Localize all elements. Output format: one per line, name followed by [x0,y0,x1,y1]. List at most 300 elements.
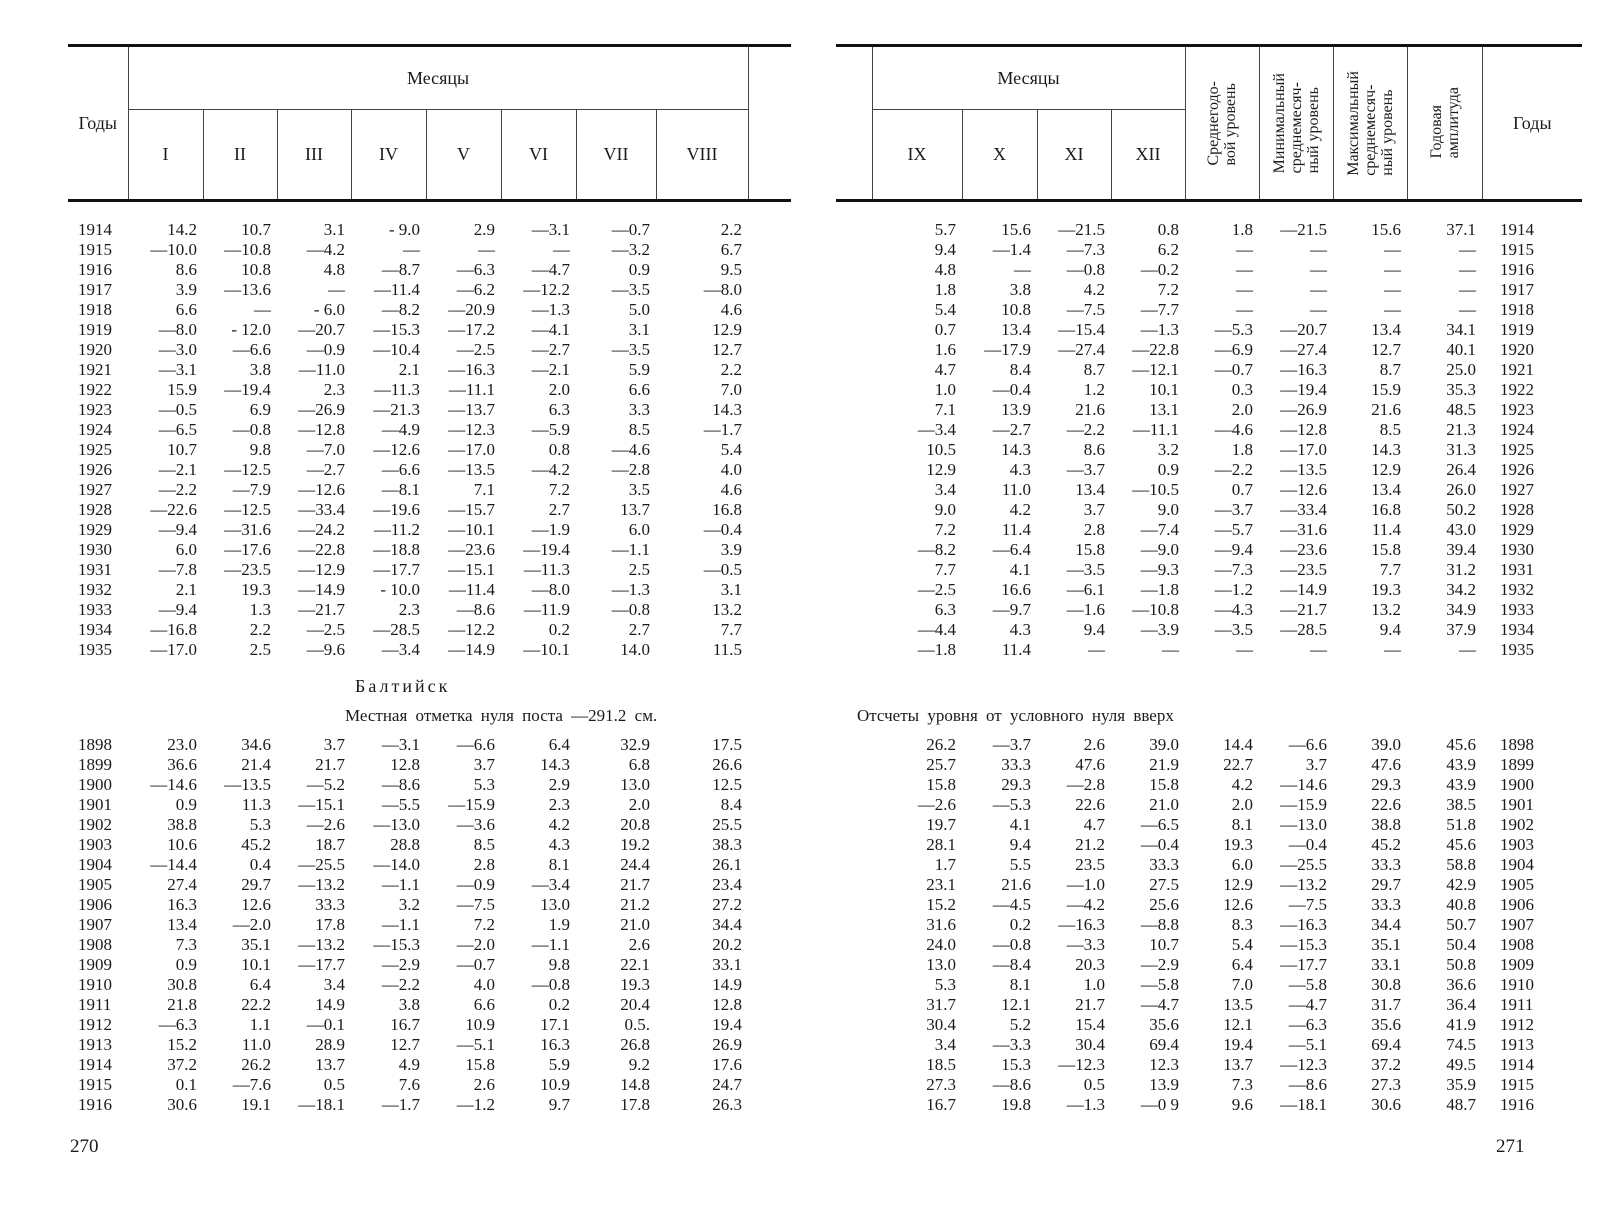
value-cell: —12.8 [298,420,345,439]
value-cell: 16.7 [926,1095,956,1114]
right-header-table [836,44,1582,202]
value-cell: —17.6 [224,540,271,559]
year-cell: 1916 [1500,260,1534,279]
value-cell: —7.3 [1214,560,1253,579]
value-cell: 35.9 [1446,1075,1476,1094]
value-cell: 6.7 [720,240,742,259]
value-cell: —1.2 [456,1095,495,1114]
value-cell: —3.4 [917,420,956,439]
table-row [68,875,748,895]
value-cell: —7.3 [1066,240,1105,259]
value-cell: 4.7 [934,360,956,379]
value-cell: 50.4 [1446,935,1476,954]
value-cell: —3.5 [611,340,650,359]
table-row [68,1015,748,1035]
value-cell: 34.6 [241,735,271,754]
value-cell: 13.4 [1075,480,1105,499]
value-cell: —11.1 [1132,420,1179,439]
value-cell: —1.9 [531,520,570,539]
value-cell: —16.3 [448,360,495,379]
year-cell: 1902 [78,815,112,834]
value-cell: —15.4 [1058,320,1105,339]
value-cell: 0.5 [323,1075,345,1094]
value-cell: 13.7 [1223,1055,1253,1074]
value-cell: —7.6 [232,1075,271,1094]
value-cell: 28.9 [315,1035,345,1054]
value-cell: —5.9 [531,420,570,439]
year-cell: 1915 [78,1075,112,1094]
value-cell: 5.2 [1009,1015,1031,1034]
value-cell: —2.0 [456,935,495,954]
value-cell: —8.8 [1140,915,1179,934]
table-row [836,815,1582,835]
value-cell: —10.5 [1132,480,1179,499]
value-cell: 1.3 [249,600,271,619]
value-cell: 47.6 [1075,755,1105,774]
value-cell: 38.5 [1446,795,1476,814]
value-cell: 7.6 [398,1075,420,1094]
value-cell: —4.2 [1066,895,1105,914]
value-cell: —14.6 [150,775,197,794]
value-cell: —6.3 [158,1015,197,1034]
value-cell: 22.1 [620,955,650,974]
value-cell: —0.4 [703,520,742,539]
value-cell: 6.4 [1231,955,1253,974]
value-cell: —2.8 [1066,775,1105,794]
value-cell: 10.1 [241,955,271,974]
value-cell: —13.5 [1280,460,1327,479]
value-cell: 7.2 [1157,280,1179,299]
value-cell: —13.0 [373,815,420,834]
value-cell: —14.9 [448,640,495,659]
value-cell: 48.7 [1446,1095,1476,1114]
year-cell: 1914 [78,220,112,239]
value-cell: 8.6 [175,260,197,279]
year-cell: 1909 [1500,955,1534,974]
year-cell: 1934 [1500,620,1534,639]
value-cell: —0.9 [456,875,495,894]
value-cell: —1.1 [381,875,420,894]
max-level-header: Максимальный среднемесяч- ный уровень [1333,46,1407,201]
value-cell: —22.8 [1132,340,1179,359]
value-cell: 13.2 [712,600,742,619]
value-cell: 14.3 [1371,440,1401,459]
value-cell: —27.4 [1058,340,1105,359]
value-cell: —0.4 [992,380,1031,399]
value-cell: —3.7 [1214,500,1253,519]
value-cell: 39.0 [1371,735,1401,754]
value-cell: — [1459,280,1476,299]
value-cell: 13.5 [1223,995,1253,1014]
value-cell: 28.1 [926,835,956,854]
value-cell: 25.7 [926,755,956,774]
value-cell: 4.3 [548,835,570,854]
value-cell: 13.7 [620,500,650,519]
value-cell: —8.0 [158,320,197,339]
value-cell: —6.9 [1214,340,1253,359]
value-cell: 6.6 [473,995,495,1014]
table-row [836,640,1582,660]
value-cell: 33.3 [315,895,345,914]
value-cell: —6.3 [456,260,495,279]
value-cell: —6.6 [456,735,495,754]
value-cell: 11.0 [241,1035,271,1054]
value-cell: — [1384,640,1401,659]
value-cell: 0.2 [548,995,570,1014]
value-cell: 42.9 [1446,875,1476,894]
value-cell: 3.8 [398,995,420,1014]
value-cell: 9.8 [249,440,271,459]
page-number-left: 270 [70,1136,99,1157]
value-cell: 10.8 [1001,300,1031,319]
value-cell: — [1310,260,1327,279]
value-cell: 4.9 [398,1055,420,1074]
value-cell: 45.6 [1446,735,1476,754]
value-cell: —27.4 [1280,340,1327,359]
table-row [836,520,1582,540]
value-cell: 14.3 [540,755,570,774]
value-cell: —8.6 [456,600,495,619]
value-cell: —15.3 [373,320,420,339]
month-header: X [962,110,1037,201]
value-cell: 4.6 [720,300,742,319]
value-cell: —7.7 [1140,300,1179,319]
table-row [836,540,1582,560]
value-cell: 2.0 [1231,795,1253,814]
value-cell: 2.6 [1083,735,1105,754]
value-cell: 19.3 [241,580,271,599]
value-cell: —3.4 [381,640,420,659]
table-row [836,995,1582,1015]
value-cell: 15.9 [1371,380,1401,399]
year-cell: 1899 [1500,755,1534,774]
value-cell: —33.4 [298,500,345,519]
value-cell: —7.5 [1066,300,1105,319]
value-cell: —1.3 [531,300,570,319]
value-cell: 69.4 [1371,1035,1401,1054]
value-cell: —17.7 [298,955,345,974]
value-cell: 16.3 [540,1035,570,1054]
value-cell: 8.4 [720,795,742,814]
year-cell: 1904 [78,855,112,874]
value-cell: —2.7 [306,460,345,479]
reading-note: Отсчеты уровня от условного нуля вверх [857,706,1174,725]
month-header: III [277,110,351,201]
value-cell: —20.7 [298,320,345,339]
value-cell: 9.2 [628,1055,650,1074]
value-cell: —11.9 [523,600,570,619]
value-cell: —1.7 [703,420,742,439]
value-cell: — [478,240,495,259]
value-cell: 28.8 [390,835,420,854]
value-cell: 30.4 [926,1015,956,1034]
value-cell: 29.3 [1001,775,1031,794]
value-cell: —2.1 [158,460,197,479]
value-cell: 2.8 [473,855,495,874]
value-cell: 21.2 [620,895,650,914]
table-row [836,735,1582,755]
month-header: V [426,110,501,201]
value-cell: 50.2 [1446,500,1476,519]
year-cell: 1921 [1500,360,1534,379]
value-cell: 7.0 [720,380,742,399]
table-row [836,1015,1582,1035]
value-cell: 26.2 [241,1055,271,1074]
value-cell: —11.4 [448,580,495,599]
year-cell: 1916 [78,260,112,279]
value-cell: —8.6 [381,775,420,794]
value-cell: —0 9 [1140,1095,1179,1114]
value-cell: 21.2 [1075,835,1105,854]
value-cell: 8.4 [1009,360,1031,379]
table-row [836,220,1582,240]
table-row [68,775,748,795]
right-page [800,0,1600,1211]
left-header-table [68,44,791,202]
value-cell: —14.9 [298,580,345,599]
value-cell: —6.5 [158,420,197,439]
value-cell: 1.0 [1083,975,1105,994]
year-cell: 1903 [78,835,112,854]
value-cell: 0.2 [548,620,570,639]
value-cell: —21.5 [1280,220,1327,239]
year-cell: 1912 [78,1015,112,1034]
value-cell: 17.8 [315,915,345,934]
year-cell: 1917 [1500,280,1534,299]
value-cell: 3.7 [1305,755,1327,774]
year-cell: 1934 [78,620,112,639]
value-cell: 41.9 [1446,1015,1476,1034]
value-cell: 12.1 [1223,1015,1253,1034]
year-cell: 1911 [78,995,112,1014]
value-cell: 15.8 [1075,540,1105,559]
value-cell: —28.5 [1280,620,1327,639]
min-level-header: Минимальный среднемесяч- ный уровень [1259,46,1333,201]
value-cell: 3.9 [720,540,742,559]
value-cell: 4.3 [1009,620,1031,639]
year-cell: 1912 [1500,1015,1534,1034]
value-cell: 27.4 [167,875,197,894]
value-cell: 15.6 [1001,220,1031,239]
value-cell: 1.8 [1231,440,1253,459]
value-cell: —11.4 [373,280,420,299]
value-cell: —15.7 [448,500,495,519]
value-cell: 7.7 [1379,560,1401,579]
value-cell: —7.4 [1140,520,1179,539]
value-cell: 12.1 [1001,995,1031,1014]
value-cell: —5.1 [1288,1035,1327,1054]
value-cell: —3.6 [456,815,495,834]
year-cell: 1927 [78,480,112,499]
value-cell: —10.0 [150,240,197,259]
value-cell: 37.2 [1371,1055,1401,1074]
value-cell: —8.7 [381,260,420,279]
value-cell: 5.7 [934,220,956,239]
value-cell: —0.7 [1214,360,1253,379]
value-cell: 40.8 [1446,895,1476,914]
table-row [68,600,748,620]
value-cell: 5.4 [1231,935,1253,954]
value-cell: —24.2 [298,520,345,539]
value-cell: —4.7 [531,260,570,279]
year-cell: 1922 [1500,380,1534,399]
table-row [836,400,1582,420]
value-cell: 8.1 [548,855,570,874]
value-cell: 4.2 [548,815,570,834]
table-row [836,895,1582,915]
year-cell: 1922 [78,380,112,399]
value-cell: 31.3 [1446,440,1476,459]
right-table-1 [836,220,1582,660]
value-cell: 12.5 [712,775,742,794]
value-cell: — [1236,640,1253,659]
value-cell: 3.3 [628,400,650,419]
value-cell: —2.0 [232,915,271,934]
value-cell: 21.6 [1075,400,1105,419]
value-cell: —10.4 [373,340,420,359]
value-cell: —15.1 [448,560,495,579]
value-cell: 29.7 [1371,875,1401,894]
year-cell: 1901 [1500,795,1534,814]
table-row [836,580,1582,600]
value-cell: 11.3 [241,795,271,814]
value-cell: 7.2 [548,480,570,499]
value-cell: —31.6 [224,520,271,539]
value-cell: 2.9 [548,775,570,794]
value-cell: 3.1 [628,320,650,339]
value-cell: — [1162,640,1179,659]
year-cell: 1915 [1500,240,1534,259]
value-cell: 35.6 [1371,1015,1401,1034]
value-cell: 36.6 [167,755,197,774]
value-cell: —3.4 [531,875,570,894]
value-cell: 50.7 [1446,915,1476,934]
year-cell: 1900 [1500,775,1534,794]
year-cell: 1908 [1500,935,1534,954]
value-cell: —3.3 [992,1035,1031,1054]
year-cell: 1915 [1500,1075,1534,1094]
value-cell: —17.9 [984,340,1031,359]
value-cell: 31.2 [1446,560,1476,579]
value-cell: 7.3 [175,935,197,954]
value-cell: —5.7 [1214,520,1253,539]
value-cell: - 6.0 [313,300,345,319]
value-cell: —7.9 [232,480,271,499]
value-cell: 34.2 [1446,580,1476,599]
value-cell: 4.6 [720,480,742,499]
value-cell: 6.2 [1157,240,1179,259]
table-row [836,855,1582,875]
value-cell: 11.5 [712,640,742,659]
value-cell: 10.8 [241,260,271,279]
value-cell: —8.6 [1288,1075,1327,1094]
table-row [836,420,1582,440]
value-cell: 4.0 [720,460,742,479]
year-cell: 1933 [78,600,112,619]
value-cell: 30.8 [1371,975,1401,994]
month-header: VII [576,110,656,201]
year-cell: 1935 [78,640,112,659]
table-row [68,995,748,1015]
value-cell: —6.6 [1288,735,1327,754]
value-cell: 5.4 [720,440,742,459]
table-row [836,935,1582,955]
value-cell: 0.7 [1231,480,1253,499]
table-row [68,640,748,660]
value-cell: —13.0 [1280,815,1327,834]
value-cell: —5.1 [456,1035,495,1054]
value-cell: —13.6 [224,280,271,299]
value-cell: 6.8 [628,755,650,774]
value-cell: - 12.0 [231,320,271,339]
value-cell: —7.5 [456,895,495,914]
value-cell: 38.8 [167,815,197,834]
month-header: I [128,110,203,201]
value-cell: —8.0 [531,580,570,599]
value-cell: 19.3 [1371,580,1401,599]
value-cell: 8.6 [1083,440,1105,459]
value-cell: 2.3 [323,380,345,399]
value-cell: 4.7 [1083,815,1105,834]
value-cell: 7.0 [1231,975,1253,994]
value-cell: —21.7 [1280,600,1327,619]
table-row [836,620,1582,640]
value-cell: —5.8 [1288,975,1327,994]
value-cell: — [1459,640,1476,659]
value-cell: 21.4 [241,755,271,774]
value-cell: —2.5 [306,620,345,639]
table-row [836,380,1582,400]
value-cell: 11.4 [1001,520,1031,539]
table-row [68,300,748,320]
value-cell: 0.9 [175,795,197,814]
value-cell: 9.4 [1009,835,1031,854]
value-cell: 3.4 [323,975,345,994]
value-cell: 9.6 [1231,1095,1253,1114]
value-cell: 9.0 [934,500,956,519]
months-header: Месяцы [128,46,748,110]
value-cell: 9.4 [1083,620,1105,639]
value-cell: 1.8 [1231,220,1253,239]
value-cell: —11.3 [373,380,420,399]
value-cell: 12.6 [241,895,271,914]
value-cell: —9.3 [1140,560,1179,579]
value-cell: 13.1 [1149,400,1179,419]
value-cell: —1.4 [992,240,1031,259]
value-cell: — [1384,280,1401,299]
value-cell: —19.4 [224,380,271,399]
value-cell: 19.2 [620,835,650,854]
value-cell: 47.6 [1371,755,1401,774]
value-cell: —16.8 [150,620,197,639]
value-cell: —4.9 [381,420,420,439]
value-cell: 14.9 [315,995,345,1014]
value-cell: 21.0 [620,915,650,934]
table-row [836,955,1582,975]
year-cell: 1907 [1500,915,1534,934]
value-cell: 26.9 [712,1035,742,1054]
year-cell: 1932 [1500,580,1534,599]
table-row [68,755,748,775]
value-cell: 4.2 [1083,280,1105,299]
value-cell: —12.2 [448,620,495,639]
value-cell: 4.8 [934,260,956,279]
value-cell: 51.8 [1446,815,1476,834]
value-cell: 2.0 [548,380,570,399]
table-row [68,340,748,360]
value-cell: —13.5 [224,775,271,794]
value-cell: 26.8 [620,1035,650,1054]
